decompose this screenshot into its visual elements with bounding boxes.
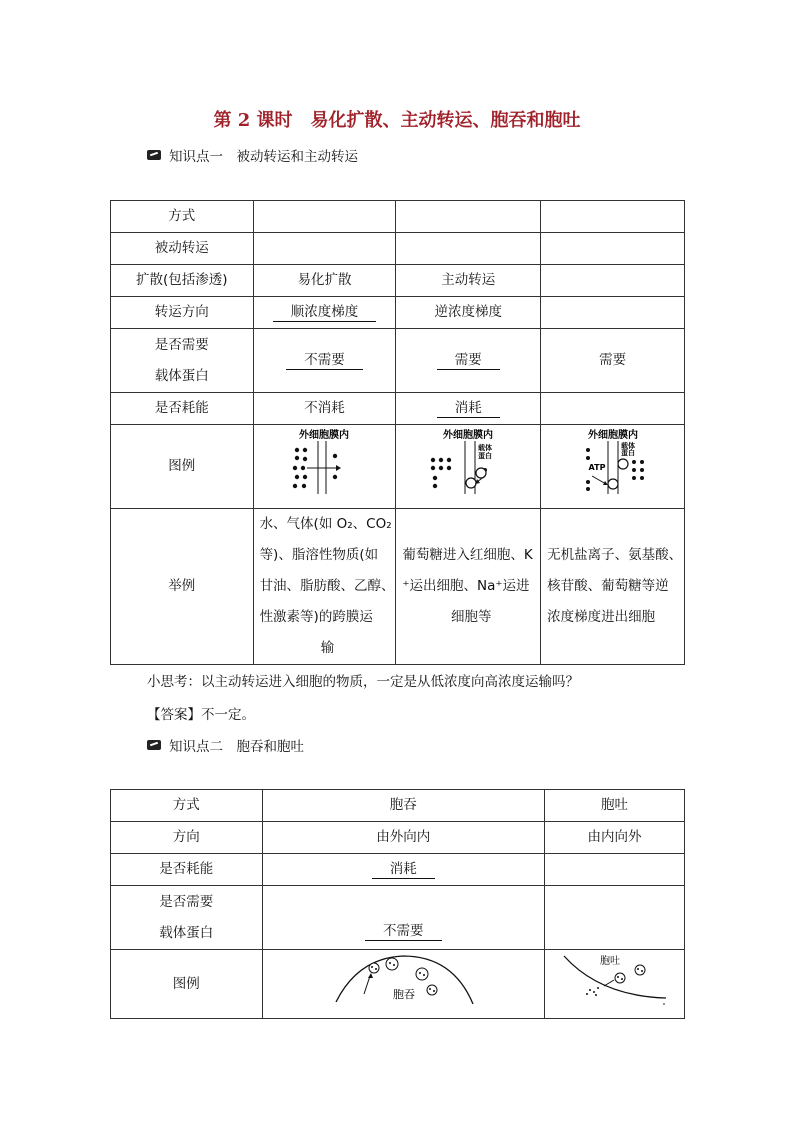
cell-line: 甘油、脂肪酸、乙醇、 xyxy=(259,578,395,594)
page-title: 第 2 课时 易化扩散、主动转运、胞吞和胞吐 xyxy=(213,110,581,131)
answer-text: 【答案】不一定。 xyxy=(147,707,255,723)
knowledge-point-2-heading xyxy=(147,735,304,755)
table-row xyxy=(111,201,685,233)
table-row xyxy=(111,950,685,1019)
table-row xyxy=(111,854,685,886)
active-transport-diagram xyxy=(568,426,658,496)
question-text: 小思考：以主动转运进入细胞的物质，一定是从低浓度向高浓度运输吗？ xyxy=(147,674,579,690)
diagram-label: 外细胞膜内 xyxy=(443,429,494,441)
answer-blank: 不需要 xyxy=(365,922,442,941)
endocytosis-diagram xyxy=(328,950,478,1006)
cell-line: 细胞等 xyxy=(451,609,492,625)
cell xyxy=(396,425,541,509)
carrier-label: 蛋白 xyxy=(620,448,635,457)
carrier-label: 载体 xyxy=(620,441,635,450)
answer-blank: 顺浓度梯度 xyxy=(273,303,377,322)
answer-blank: 不需要 xyxy=(286,351,363,370)
table-row xyxy=(111,233,685,265)
cell-line: ⁺运出细胞、Na⁺运进 xyxy=(402,578,530,594)
cell xyxy=(262,950,545,1019)
table-row xyxy=(111,509,685,665)
table-row xyxy=(111,393,685,425)
diagram-label: 外细胞膜内 xyxy=(299,429,350,441)
cell-line: 是否需要 xyxy=(154,336,209,353)
cell xyxy=(541,297,685,329)
answer-blank: 消耗 xyxy=(437,399,500,418)
knowledge-point-1-heading xyxy=(147,145,358,165)
cell xyxy=(396,329,541,393)
pencil-icon xyxy=(147,740,161,750)
cell-line: 性激素等)的跨膜运 xyxy=(259,609,373,625)
cell-line: 葡萄糖进入红细胞、K xyxy=(402,547,533,563)
cell xyxy=(396,233,541,265)
cell: 由内向外 xyxy=(545,822,685,854)
cell xyxy=(262,854,545,886)
cell: 是否耗能 xyxy=(111,854,263,886)
facilitated-diffusion-diagram xyxy=(423,426,513,496)
table-row xyxy=(111,265,685,297)
carrier-label: 载体 xyxy=(478,443,493,452)
kp1-text: 知识点一 被动转运和主动转运 xyxy=(169,149,358,165)
cell: 需要 xyxy=(541,329,685,393)
cell-line: 载体蛋白 xyxy=(159,924,214,941)
cell xyxy=(253,329,396,393)
cell-line: 等)、脂溶性物质(如 xyxy=(259,547,379,563)
cell-line: 水、气体(如 O₂、CO₂ xyxy=(259,516,392,532)
cell xyxy=(541,509,685,665)
cell xyxy=(253,297,396,329)
table-row xyxy=(111,329,685,393)
answer-blank: 需要 xyxy=(437,351,500,370)
table-row xyxy=(111,297,685,329)
cell xyxy=(396,393,541,425)
diagram-label: 胞吐 xyxy=(599,956,620,967)
cell: 方式 xyxy=(111,201,254,233)
carrier-label: 蛋白 xyxy=(478,451,493,460)
cell: 方向 xyxy=(111,822,263,854)
cell: 方式 xyxy=(111,790,263,822)
cell xyxy=(253,201,396,233)
cell: 主动转运 xyxy=(396,265,541,297)
table-row xyxy=(111,886,685,950)
cell: 扩散(包括渗透) xyxy=(111,265,254,297)
cell: 由外向内 xyxy=(262,822,545,854)
endocytosis-table xyxy=(110,789,685,1019)
cell: 不消耗 xyxy=(253,393,396,425)
cell-line: 核苷酸、葡萄糖等逆 xyxy=(547,578,669,594)
cell xyxy=(541,425,685,509)
cell xyxy=(111,329,254,393)
cell: 是否耗能 xyxy=(111,393,254,425)
cell xyxy=(253,425,396,509)
cell: 转运方向 xyxy=(111,297,254,329)
table-row xyxy=(111,425,685,509)
diagram-label: 外细胞膜内 xyxy=(587,429,638,441)
atp-label: ATP xyxy=(588,462,606,472)
cell: 被动转运 xyxy=(111,233,254,265)
kp2-text: 知识点二 胞吞和胞吐 xyxy=(169,739,304,755)
cell xyxy=(541,393,685,425)
cell-line: 载体蛋白 xyxy=(154,367,209,384)
cell xyxy=(262,886,545,950)
cell xyxy=(253,509,396,665)
pencil-icon xyxy=(147,150,161,160)
cell xyxy=(545,854,685,886)
cell xyxy=(541,265,685,297)
cell-line: 是否需要 xyxy=(159,893,214,910)
cell: 图例 xyxy=(111,950,263,1019)
cell xyxy=(545,886,685,950)
cell: 举例 xyxy=(111,509,254,665)
diffusion-diagram xyxy=(279,426,369,496)
table-row xyxy=(111,790,685,822)
cell xyxy=(111,886,263,950)
cell xyxy=(396,509,541,665)
exocytosis-diagram xyxy=(560,950,670,1006)
cell xyxy=(541,201,685,233)
cell-line: 浓度梯度进出细胞 xyxy=(547,609,656,625)
diagram-label: 胞吞 xyxy=(393,988,416,1001)
cell: 易化扩散 xyxy=(253,265,396,297)
cell: 图例 xyxy=(111,425,254,509)
table-row xyxy=(111,822,685,854)
transport-table xyxy=(110,200,685,665)
cell-line: 无机盐离子、氨基酸、 xyxy=(547,547,683,563)
cell xyxy=(396,201,541,233)
cell-line: 输 xyxy=(320,640,335,656)
cell: 逆浓度梯度 xyxy=(396,297,541,329)
cell: 胞吞 xyxy=(262,790,545,822)
answer-blank: 消耗 xyxy=(372,860,435,879)
cell xyxy=(253,233,396,265)
cell xyxy=(545,950,685,1019)
cell: 胞吐 xyxy=(545,790,685,822)
cell xyxy=(541,233,685,265)
